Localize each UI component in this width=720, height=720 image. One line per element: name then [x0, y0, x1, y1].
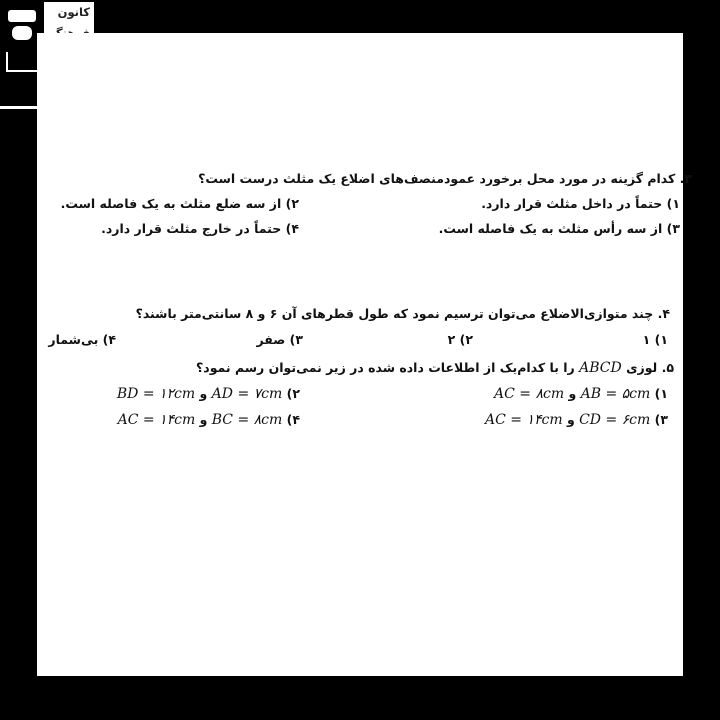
q3-option-1: ۱) حتماً در داخل مثلث قرار دارد. [481, 196, 680, 211]
q5-opt3-a: CD = ۶cm [579, 412, 651, 428]
q4-option-3: ۳) صفر [256, 332, 303, 347]
q5-question [196, 360, 674, 376]
q5-opt3-num: ۳) [650, 412, 668, 427]
q5-opt1-b: AC = ۸cm [494, 386, 565, 402]
q5-option-2 [117, 386, 300, 402]
q3-option-2: ۲) از سه ضلع مثلث به یک فاصله است. [60, 196, 299, 211]
q4-option-2: ۲) ۲ [447, 332, 473, 347]
q3-option-3: ۳) از سه رأس مثلث به یک فاصله است. [438, 221, 680, 236]
q5-opt2-num: ۲) [282, 386, 300, 401]
q5-opt2-and: و [195, 386, 212, 401]
q5-opt4-b: AC = ۱۴cm [117, 412, 196, 428]
q5-opt3-b: AC = ۱۴cm [484, 412, 563, 428]
q5-opt1-a: AB = ۵cm [580, 386, 651, 402]
q5-opt3-and: و [562, 412, 580, 427]
q4-option-4: ۴) بی‌شمار [48, 332, 116, 347]
q5-question-pre: ۵. لوزی [621, 360, 674, 375]
q3-option-4: ۴) حتماً در خارج مثلث قرار دارد. [101, 221, 299, 236]
q5-opt2-b: BD = ۱۲cm [116, 386, 196, 402]
q5-opt1-num: ۱) [650, 386, 668, 401]
question-sheet [37, 33, 683, 676]
q5-opt4-and: و [195, 412, 212, 427]
q5-question-math: ABCD [579, 360, 622, 376]
q5-question-post: را با کدام‌یک از اطلاعات داده شده در زیر نمی‌توان رسم نمود؟ [196, 360, 580, 375]
q5-opt4-num: ۴) [282, 412, 300, 427]
q5-option-1 [494, 386, 668, 402]
q4-option-1: ۱) ۱ [642, 332, 668, 347]
q5-opt4-a: BC = ۸cm [211, 412, 283, 428]
q5-opt2-a: AD = ۷cm [211, 386, 283, 402]
q5-option-3 [485, 412, 668, 428]
q4-question: ۴. چند متوازی‌الاضلاع می‌توان ترسیم نمود که طول قطرهای آن ۶ و ۸ سانتی‌متر باشند؟ [135, 306, 670, 321]
q5-option-4 [118, 412, 300, 428]
q3-question: ۳. کدام گزینه در مورد محل برخورد عمودمنصف‌های اضلاع یک مثلث درست است؟ [198, 171, 692, 186]
q5-opt1-and: و [564, 386, 581, 401]
logo-line-1: کانون [57, 5, 90, 19]
